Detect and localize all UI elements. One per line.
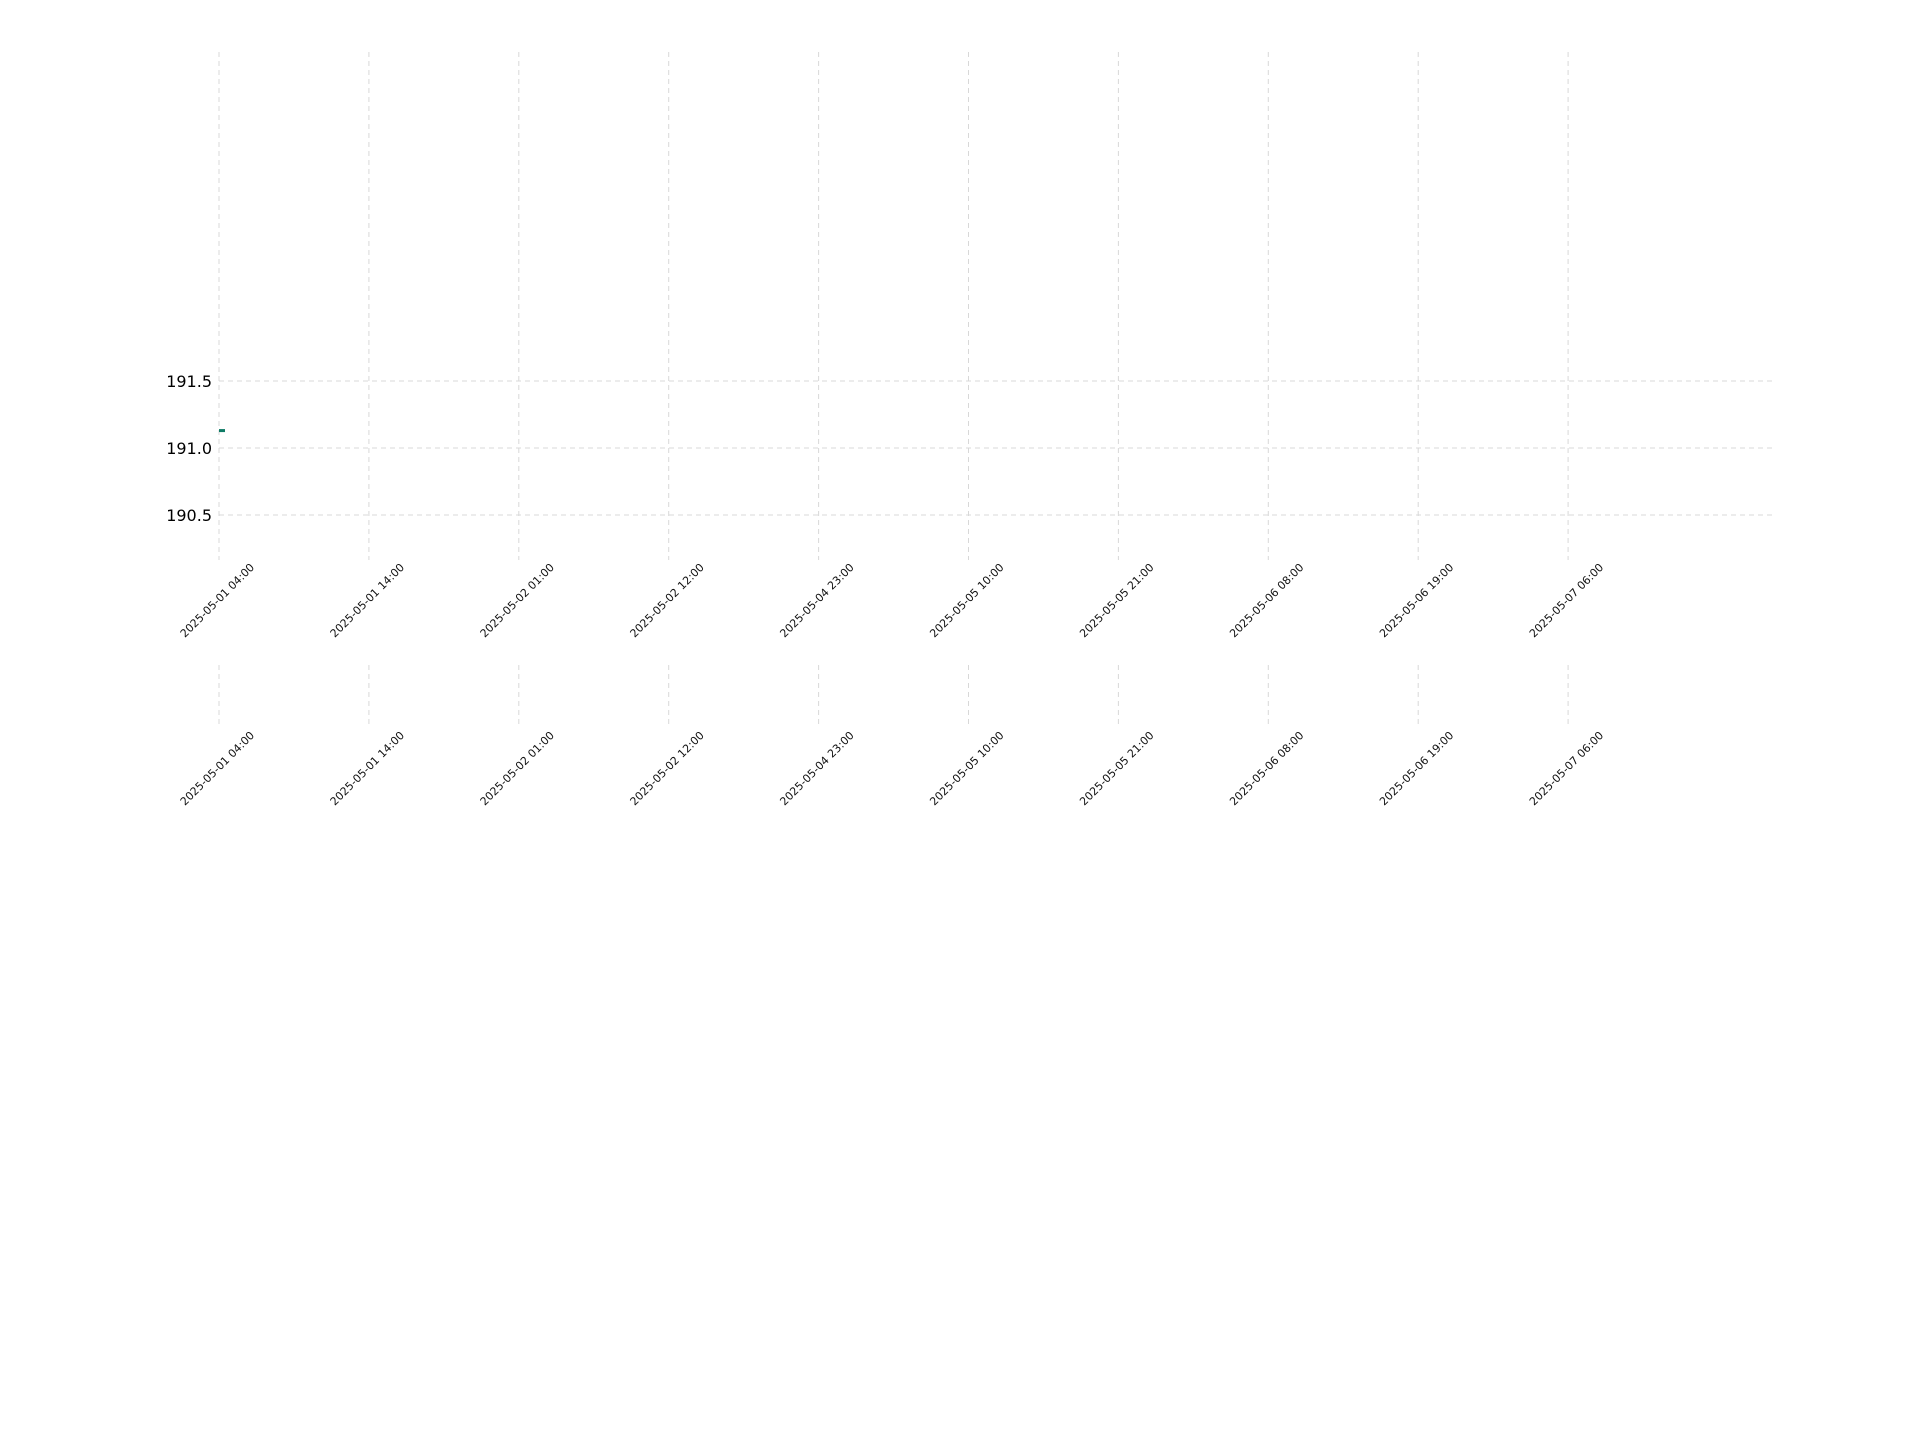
x-tick-label: 2025-05-02 01:00 (477, 728, 557, 809)
x-tick-label: 2025-05-07 06:00 (1526, 728, 1607, 809)
x-tick-label: 2025-05-02 12:00 (627, 728, 707, 809)
x-tick-label: 2025-05-01 14:00 (327, 560, 408, 641)
x-tick-label: 2025-05-05 10:00 (927, 560, 1007, 641)
x-tick-label: 2025-05-02 12:00 (627, 560, 707, 641)
price-x-tick-labels (178, 561, 1606, 640)
x-tick-label: 2025-05-01 04:00 (177, 560, 258, 641)
x-tick-label: 2025-05-04 23:00 (777, 560, 857, 641)
price-candles (219, 429, 225, 432)
candle (219, 429, 225, 432)
x-tick-label: 2025-05-05 21:00 (1077, 728, 1157, 809)
x-tick-label: 2025-05-06 08:00 (1227, 560, 1307, 641)
x-tick-label: 2025-05-05 21:00 (1077, 560, 1157, 641)
x-tick-label: 2025-05-07 06:00 (1526, 560, 1607, 641)
x-tick-label: 2025-05-04 23:00 (777, 728, 857, 809)
price-horizontal-gridlines (219, 381, 1773, 515)
price-vertical-gridlines (219, 52, 1568, 560)
x-tick-label: 2025-05-05 10:00 (927, 728, 1007, 809)
y-tick-label: 190.5 (166, 506, 212, 525)
x-tick-label: 2025-05-01 04:00 (177, 728, 258, 809)
x-tick-label: 2025-05-06 19:00 (1377, 728, 1457, 809)
y-tick-label: 191.0 (166, 439, 212, 458)
volume-x-tick-labels (178, 729, 1606, 808)
y-tick-label: 191.5 (166, 372, 212, 391)
volume-panel (178, 665, 1606, 808)
price-y-tick-labels (166, 372, 212, 525)
volume-vertical-gridlines (219, 665, 1568, 728)
x-tick-label: 2025-05-06 08:00 (1227, 728, 1307, 809)
x-tick-label: 2025-05-01 14:00 (327, 728, 408, 809)
x-tick-label: 2025-05-06 19:00 (1377, 560, 1457, 641)
x-tick-label: 2025-05-02 01:00 (477, 560, 557, 641)
price-panel (166, 52, 1773, 640)
